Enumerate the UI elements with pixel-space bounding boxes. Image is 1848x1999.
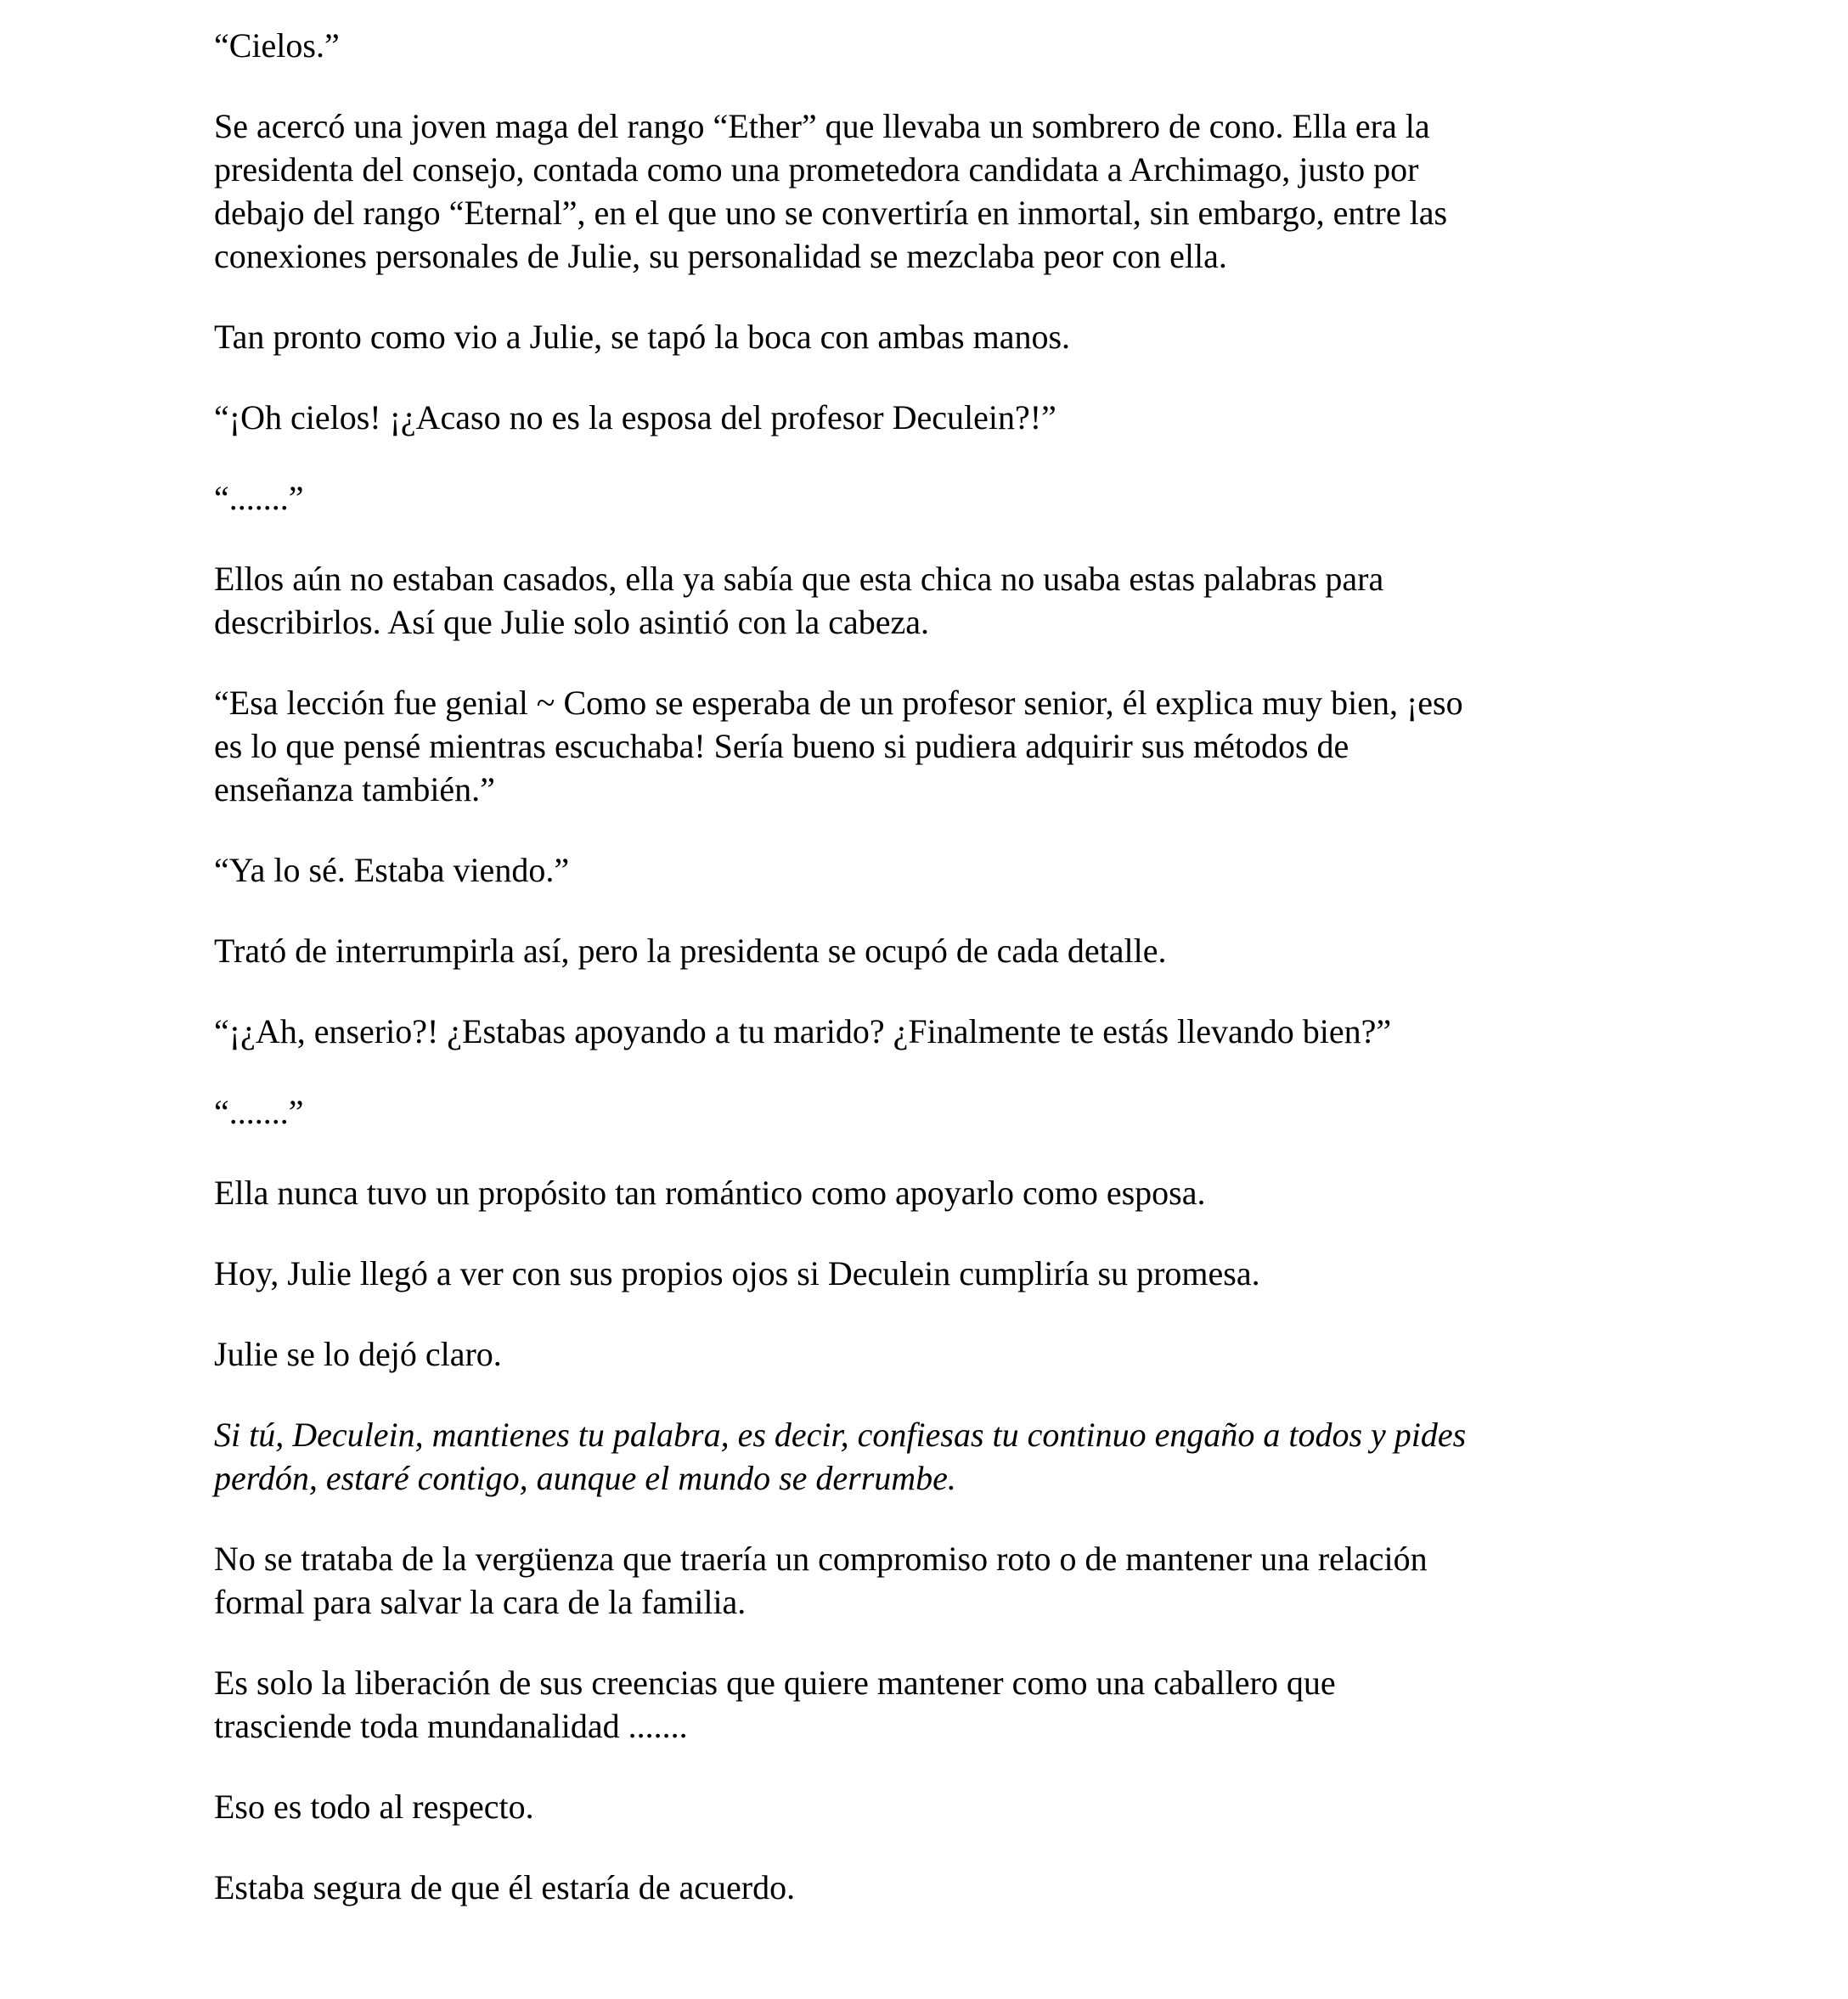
text-line: Hoy, Julie llegó a ver con sus propios ojos si Deculein cumpliría su promesa.	[214, 1254, 1260, 1292]
text-line: “Esa lección fue genial ~ Como se esperaba de un profesor senior, él explica muy bien, ¡eso	[214, 684, 1463, 722]
text-line: No se trataba de la vergüenza que traería un compromiso roto o de mantener una relación	[214, 1540, 1428, 1578]
paragraph	[214, 1332, 1653, 1376]
paragraph	[214, 104, 1653, 278]
text-line: Tan pronto como vio a Julie, se tapó la boca con ambas manos.	[214, 318, 1071, 356]
paragraph	[214, 1661, 1653, 1748]
paragraph	[214, 1010, 1653, 1053]
paragraph	[214, 476, 1653, 520]
text-line: Julie se lo dejó claro.	[214, 1335, 502, 1373]
text-line: “¡¿Ah, enserio?! ¿Estabas apoyando a tu marido? ¿Finalmente te estás llevando bien?”	[214, 1012, 1392, 1050]
text-line: Eso es todo al respecto.	[214, 1788, 534, 1826]
paragraph	[214, 557, 1653, 644]
paragraph	[214, 1537, 1653, 1624]
paragraph	[214, 1090, 1653, 1134]
text-line: Es solo la liberación de sus creencias que quiere mantener como una caballero que	[214, 1664, 1336, 1702]
text-line: trasciende toda mundanalidad .......	[214, 1707, 688, 1745]
text-line: Trató de interrumpirla así, pero la presidenta se ocupó de cada detalle.	[214, 932, 1167, 970]
text-line: “.......”	[214, 1093, 304, 1131]
text-line: formal para salvar la cara de la familia.	[214, 1583, 747, 1621]
paragraph	[214, 848, 1653, 892]
paragraph	[214, 1866, 1653, 1909]
paragraph	[214, 1252, 1653, 1295]
paragraph	[214, 1785, 1653, 1828]
paragraph	[214, 1171, 1653, 1214]
text-line: Ella nunca tuvo un propósito tan romántico como apoyarlo como esposa.	[214, 1174, 1206, 1212]
text-line: describirlos. Así que Julie solo asintió con la cabeza.	[214, 603, 930, 641]
text-line: perdón, estaré contigo, aunque el mundo se derrumbe.	[214, 1459, 956, 1497]
text-line: “.......”	[214, 479, 304, 517]
text-line: “Ya lo sé. Estaba viendo.”	[214, 851, 570, 889]
text-line: enseñanza también.”	[214, 770, 495, 808]
paragraph	[214, 681, 1653, 811]
paragraph-italic	[214, 1413, 1653, 1500]
text-line: conexiones personales de Julie, su personalidad se mezclaba peor con ella.	[214, 237, 1227, 275]
paragraph	[214, 929, 1653, 972]
text-line: Estaba segura de que él estaría de acuerdo.	[214, 1868, 796, 1906]
text-line: debajo del rango “Eternal”, en el que uno se convertiría en inmortal, sin embargo, entre las	[214, 194, 1448, 232]
text-line: Se acercó una joven maga del rango “Ether” que llevaba un sombrero de cono. Ella era la	[214, 107, 1430, 145]
text-line: “Cielos.”	[214, 26, 340, 65]
paragraph	[214, 24, 1653, 67]
text-line: presidenta del consejo, contada como una prometedora candidata a Archimago, justo por	[214, 150, 1419, 189]
paragraph	[214, 396, 1653, 439]
text-line: es lo que pensé mientras escuchaba! Sería bueno si pudiera adquirir sus métodos de	[214, 727, 1349, 765]
paragraph	[214, 315, 1653, 358]
text-line: Ellos aún no estaban casados, ella ya sabía que esta chica no usaba estas palabras para	[214, 560, 1384, 598]
text-line: Si tú, Deculein, mantienes tu palabra, es decir, confiesas tu continuo engaño a todos y pides	[214, 1416, 1467, 1454]
text-line: “¡Oh cielos! ¡¿Acaso no es la esposa del profesor Deculein?!”	[214, 398, 1056, 436]
